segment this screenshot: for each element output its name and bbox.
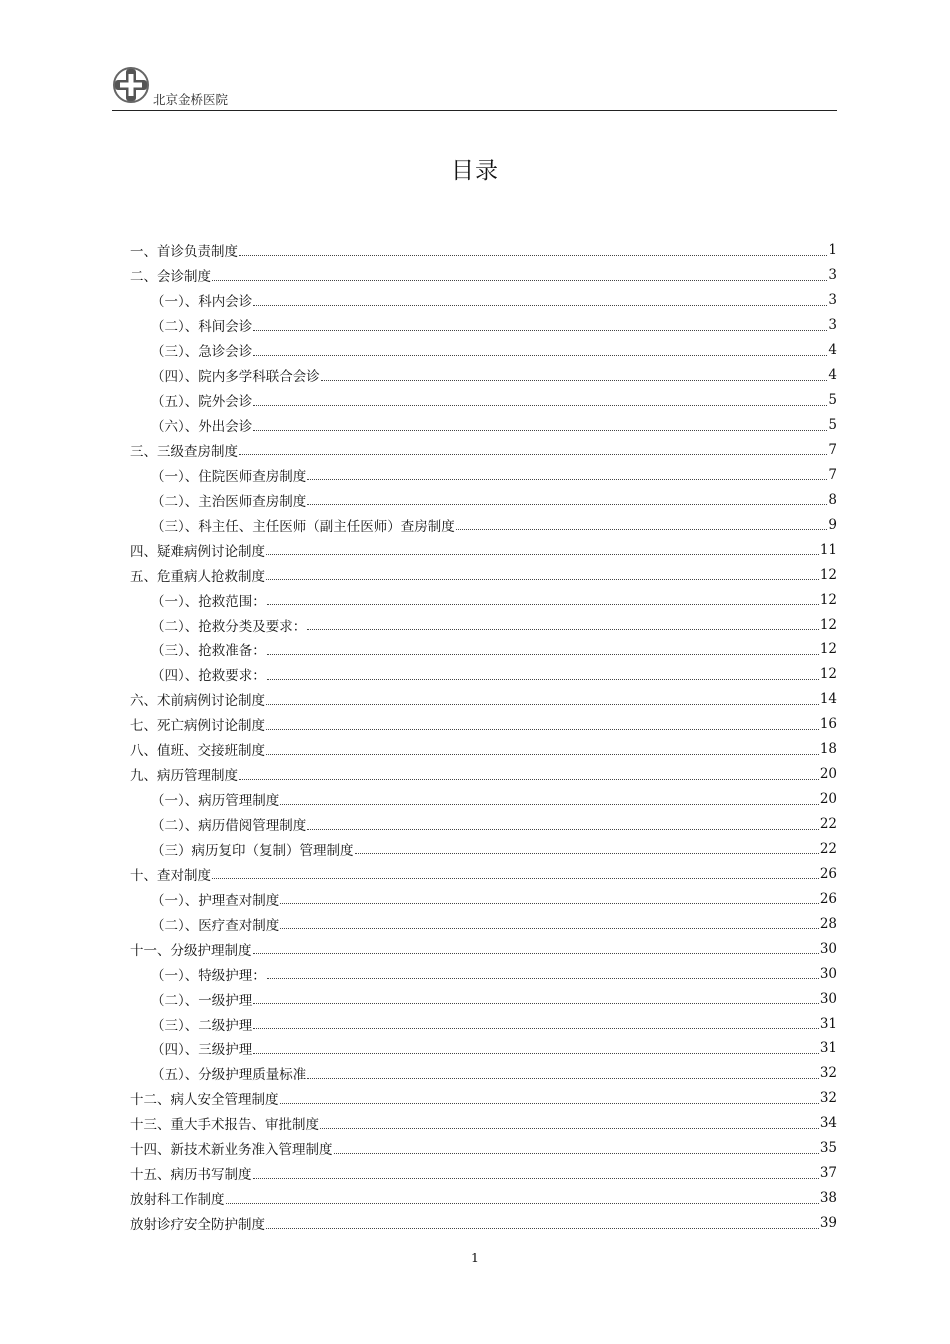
toc-entry-page: 3 bbox=[828, 292, 837, 309]
toc-entry-page: 7 bbox=[828, 466, 837, 483]
toc-entry-label: （三）、二级护理 bbox=[151, 1017, 253, 1034]
toc-entry-page: 12 bbox=[819, 666, 837, 683]
toc-entry-label: （二）、科间会诊 bbox=[151, 319, 253, 336]
toc-entry-label: （六）、外出会诊 bbox=[151, 419, 253, 436]
toc-entry-page: 9 bbox=[828, 516, 837, 533]
toc-entry[interactable] bbox=[130, 1136, 837, 1161]
toc-entry[interactable] bbox=[130, 1086, 837, 1111]
toc-entry-label: （二）、医疗查对制度 bbox=[151, 917, 280, 934]
toc-entry-page: 3 bbox=[828, 317, 837, 334]
toc-entry-page: 31 bbox=[819, 1015, 837, 1032]
toc-entry-label: （三）、科主任、主任医师（副主任医师）查房制度 bbox=[151, 518, 455, 535]
toc-entry-label: （四）、抢救要求： bbox=[151, 668, 266, 685]
toc-entry[interactable] bbox=[130, 313, 837, 338]
toc-entry-label: （三）、急诊会诊 bbox=[151, 344, 253, 361]
toc-dot-leader bbox=[456, 528, 828, 530]
toc-entry[interactable] bbox=[130, 986, 837, 1011]
toc-entry-page: 35 bbox=[819, 1140, 837, 1157]
hospital-cross-logo-icon bbox=[112, 66, 150, 104]
toc-entry-page: 30 bbox=[819, 965, 837, 982]
toc-entry[interactable] bbox=[130, 587, 837, 612]
toc-entry[interactable] bbox=[130, 537, 837, 562]
toc-entry[interactable] bbox=[130, 936, 837, 961]
toc-entry[interactable] bbox=[130, 787, 837, 812]
toc-entry-page: 37 bbox=[819, 1165, 837, 1182]
toc-dot-leader bbox=[307, 628, 819, 630]
toc-entry-page: 5 bbox=[828, 417, 837, 434]
toc-dot-leader bbox=[267, 603, 819, 605]
toc-entry-label: 十、查对制度 bbox=[130, 867, 211, 884]
toc-dot-leader bbox=[280, 902, 819, 904]
toc-entry-label: 十二、病人安全管理制度 bbox=[130, 1092, 279, 1109]
toc-entry-page: 7 bbox=[828, 441, 837, 458]
toc-entry-page: 39 bbox=[819, 1215, 837, 1232]
toc-dot-leader bbox=[266, 728, 819, 730]
toc-entry-page: 11 bbox=[819, 541, 837, 558]
toc-entry[interactable] bbox=[130, 1061, 837, 1086]
toc-dot-leader bbox=[226, 1202, 819, 1204]
toc-entry-page: 4 bbox=[828, 342, 837, 359]
toc-entry[interactable] bbox=[130, 288, 837, 313]
toc-dot-leader bbox=[307, 478, 827, 480]
toc-dot-leader bbox=[212, 279, 827, 281]
hospital-name: 北京金桥医院 bbox=[153, 92, 229, 107]
toc-entry-label: （二）、主治医师查房制度 bbox=[151, 493, 307, 510]
toc-entry-label: 十三、重大手术报告、审批制度 bbox=[130, 1117, 319, 1134]
toc-entry[interactable] bbox=[130, 886, 837, 911]
toc-entry-page: 22 bbox=[819, 840, 837, 857]
toc-entry-page: 12 bbox=[819, 616, 837, 633]
toc-entry[interactable] bbox=[130, 462, 837, 487]
toc-entry[interactable] bbox=[130, 812, 837, 837]
toc-entry-label: （一）、抢救范围： bbox=[151, 593, 266, 610]
toc-dot-leader bbox=[320, 1127, 819, 1129]
toc-entry[interactable] bbox=[130, 1011, 837, 1036]
toc-entry-label: 放射科工作制度 bbox=[130, 1192, 225, 1209]
toc-entry-page: 30 bbox=[819, 940, 837, 957]
toc-dot-leader bbox=[239, 778, 819, 780]
toc-entry-label: 四、疑难病例讨论制度 bbox=[130, 543, 265, 560]
toc-entry-label: 十四、新技术新业务准入管理制度 bbox=[130, 1142, 333, 1159]
toc-dot-leader bbox=[307, 828, 819, 830]
toc-entry[interactable] bbox=[130, 637, 837, 662]
toc-dot-leader bbox=[253, 952, 819, 954]
toc-entry[interactable] bbox=[130, 1111, 837, 1136]
toc-entry-page: 12 bbox=[819, 641, 837, 658]
toc-dot-leader bbox=[280, 803, 819, 805]
toc-entry[interactable] bbox=[130, 961, 837, 986]
toc-dot-leader bbox=[267, 653, 819, 655]
toc-entry-label: （五）、分级护理质量标准 bbox=[151, 1067, 307, 1084]
toc-dot-leader bbox=[266, 753, 819, 755]
toc-dot-leader bbox=[280, 927, 819, 929]
toc-entry-label: 二、会诊制度 bbox=[130, 269, 211, 286]
toc-entry-label: 九、病历管理制度 bbox=[130, 768, 238, 785]
toc-entry-label: 一、首诊负责制度 bbox=[130, 244, 238, 261]
toc-dot-leader bbox=[253, 429, 827, 431]
toc-entry-label: （三）、抢救准备： bbox=[151, 643, 266, 660]
toc-entry-label: （四）、三级护理 bbox=[151, 1042, 253, 1059]
toc-dot-leader bbox=[334, 1152, 819, 1154]
toc-dot-leader bbox=[266, 578, 819, 580]
toc-entry-page: 31 bbox=[819, 1040, 837, 1057]
toc-dot-leader bbox=[280, 1102, 819, 1104]
toc-dot-leader bbox=[321, 379, 828, 381]
table-of-contents bbox=[130, 238, 837, 1236]
toc-entry[interactable] bbox=[130, 1211, 837, 1236]
toc-entry[interactable] bbox=[130, 837, 837, 862]
toc-dot-leader bbox=[266, 703, 819, 705]
toc-dot-leader bbox=[266, 1227, 819, 1229]
toc-entry-label: 六、术前病例讨论制度 bbox=[130, 693, 265, 710]
toc-entry[interactable] bbox=[130, 1161, 837, 1186]
toc-entry-label: （四）、院内多学科联合会诊 bbox=[151, 369, 320, 386]
toc-dot-leader bbox=[253, 304, 827, 306]
toc-dot-leader bbox=[253, 1052, 819, 1054]
toc-entry-page: 22 bbox=[819, 816, 837, 833]
toc-dot-leader bbox=[239, 453, 827, 455]
toc-entry-page: 1 bbox=[828, 242, 837, 259]
toc-entry-page: 38 bbox=[819, 1190, 837, 1207]
toc-dot-leader bbox=[253, 1177, 819, 1179]
document-title: 目录 bbox=[451, 158, 499, 184]
toc-entry[interactable] bbox=[130, 238, 837, 263]
toc-dot-leader bbox=[253, 404, 827, 406]
toc-entry-label: 十一、分级护理制度 bbox=[130, 942, 252, 959]
toc-entry-page: 28 bbox=[819, 915, 837, 932]
toc-dot-leader bbox=[253, 354, 827, 356]
toc-dot-leader bbox=[267, 678, 819, 680]
toc-entry-label: （二）、抢救分类及要求： bbox=[151, 618, 307, 635]
toc-entry[interactable] bbox=[130, 1186, 837, 1211]
toc-entry-label: 十五、病历书写制度 bbox=[130, 1167, 252, 1184]
toc-entry-page: 26 bbox=[819, 865, 837, 882]
toc-entry[interactable] bbox=[130, 263, 837, 288]
toc-entry-label: （一）、科内会诊 bbox=[151, 294, 253, 311]
toc-entry[interactable] bbox=[130, 413, 837, 438]
toc-entry[interactable] bbox=[130, 687, 837, 712]
toc-dot-leader bbox=[253, 1027, 819, 1029]
toc-entry-label: （三）病历复印（复制）管理制度 bbox=[151, 842, 354, 859]
toc-dot-leader bbox=[212, 877, 819, 879]
toc-entry-page: 20 bbox=[819, 766, 837, 783]
toc-entry[interactable] bbox=[130, 562, 837, 587]
toc-entry-page: 4 bbox=[828, 367, 837, 384]
toc-dot-leader bbox=[267, 977, 819, 979]
toc-dot-leader bbox=[253, 329, 827, 331]
toc-entry-page: 30 bbox=[819, 990, 837, 1007]
toc-entry[interactable] bbox=[130, 438, 837, 463]
toc-entry-page: 32 bbox=[819, 1065, 837, 1082]
toc-entry[interactable] bbox=[130, 512, 837, 537]
toc-dot-leader bbox=[307, 1077, 819, 1079]
toc-entry[interactable] bbox=[130, 1036, 837, 1061]
toc-entry-page: 16 bbox=[819, 716, 837, 733]
toc-entry-label: （一）、特级护理： bbox=[151, 967, 266, 984]
toc-entry[interactable] bbox=[130, 487, 837, 512]
page-header bbox=[112, 66, 837, 111]
toc-entry[interactable] bbox=[130, 762, 837, 787]
toc-entry-page: 14 bbox=[819, 691, 837, 708]
toc-dot-leader bbox=[355, 852, 819, 854]
toc-dot-leader bbox=[253, 1002, 819, 1004]
toc-entry-label: 三、三级查房制度 bbox=[130, 443, 238, 460]
toc-entry-page: 34 bbox=[819, 1115, 837, 1132]
toc-entry[interactable] bbox=[130, 612, 837, 637]
toc-dot-leader bbox=[266, 553, 819, 555]
toc-entry-label: （二）、病历借阅管理制度 bbox=[151, 818, 307, 835]
toc-entry-label: （一）、病历管理制度 bbox=[151, 793, 280, 810]
toc-entry[interactable] bbox=[130, 338, 837, 363]
toc-entry-page: 12 bbox=[819, 566, 837, 583]
toc-entry[interactable] bbox=[130, 363, 837, 388]
toc-entry-label: 五、危重病人抢救制度 bbox=[130, 568, 265, 585]
toc-entry-page: 12 bbox=[819, 591, 837, 608]
toc-entry-page: 3 bbox=[828, 267, 837, 284]
toc-entry-page: 8 bbox=[828, 491, 837, 508]
toc-entry-page: 20 bbox=[819, 791, 837, 808]
toc-entry[interactable] bbox=[130, 911, 837, 936]
toc-entry-page: 26 bbox=[819, 890, 837, 907]
toc-entry[interactable] bbox=[130, 861, 837, 886]
toc-entry-page: 18 bbox=[819, 741, 837, 758]
toc-entry-label: （五）、院外会诊 bbox=[151, 394, 253, 411]
page-number: 1 bbox=[471, 1250, 479, 1265]
toc-entry-label: （一）、住院医师查房制度 bbox=[151, 468, 307, 485]
toc-entry[interactable] bbox=[130, 712, 837, 737]
toc-entry-page: 32 bbox=[819, 1090, 837, 1107]
toc-entry[interactable] bbox=[130, 662, 837, 687]
toc-entry-label: （一）、护理查对制度 bbox=[151, 892, 280, 909]
toc-entry[interactable] bbox=[130, 388, 837, 413]
toc-entry-page: 5 bbox=[828, 392, 837, 409]
toc-entry-label: 八、值班、交接班制度 bbox=[130, 743, 265, 760]
toc-entry[interactable] bbox=[130, 737, 837, 762]
toc-dot-leader bbox=[239, 254, 827, 256]
toc-entry-label: 放射诊疗安全防护制度 bbox=[130, 1217, 265, 1234]
toc-dot-leader bbox=[307, 503, 827, 505]
toc-entry-label: （二）、一级护理 bbox=[151, 992, 253, 1009]
toc-entry-label: 七、死亡病例讨论制度 bbox=[130, 718, 265, 735]
